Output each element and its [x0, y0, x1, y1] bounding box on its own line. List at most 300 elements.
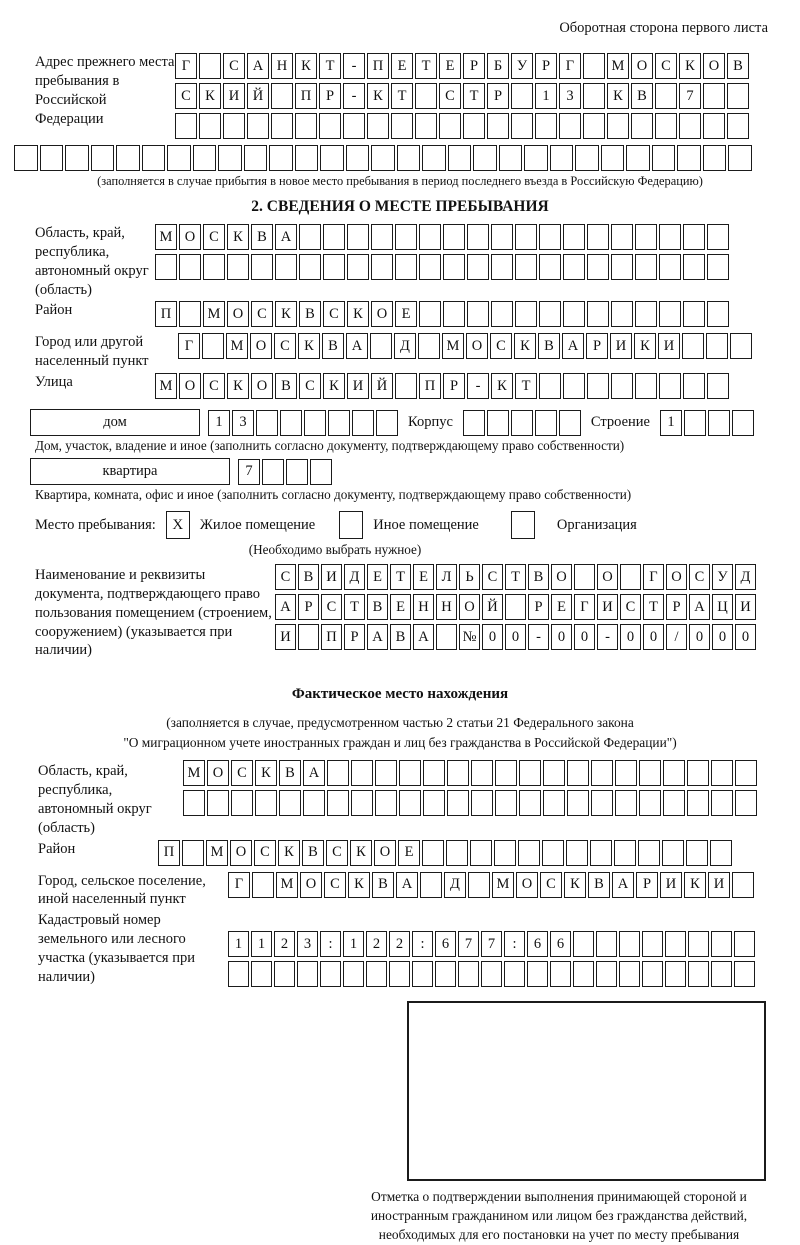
previous-address-block: [35, 53, 800, 143]
char-cell: И: [735, 594, 756, 620]
char-cell: [419, 254, 441, 280]
char-cell: [491, 301, 513, 327]
char-cell: [682, 333, 704, 359]
char-cell: [683, 254, 705, 280]
char-cell: [679, 113, 701, 139]
char-cell: [728, 145, 752, 171]
char-cell: Н: [271, 53, 293, 79]
char-cell: С: [326, 840, 348, 866]
char-cell: [203, 254, 225, 280]
stamp-caption: Отметка о подтверждении выполнения принимающей стороной и иностранным гражданином или лицом без гражданства действий, необходимых для его постановки на учет по месту пребывания: [370, 1189, 748, 1242]
char-cell: Р: [463, 53, 485, 79]
char-cell: [399, 790, 421, 816]
char-cell: [207, 790, 229, 816]
char-cell: П: [419, 373, 441, 399]
char-cell: [711, 790, 733, 816]
cadastral-rows: [228, 911, 755, 991]
char-cell: [734, 931, 755, 957]
char-cell: В: [251, 224, 273, 250]
char-cell: [539, 373, 561, 399]
char-cell: Е: [390, 594, 411, 620]
char-cell: [371, 224, 393, 250]
char-cell: [575, 145, 599, 171]
char-cell: [495, 790, 517, 816]
char-cell: [665, 931, 686, 957]
char-cell: [14, 145, 38, 171]
char-cell: В: [528, 564, 549, 590]
char-cell: К: [679, 53, 701, 79]
char-cell: И: [610, 333, 632, 359]
char-cell: [706, 333, 728, 359]
char-cell: /: [666, 624, 687, 650]
char-cell: К: [564, 872, 586, 898]
char-cell: П: [158, 840, 180, 866]
char-cell: -: [343, 53, 365, 79]
char-cell: [711, 961, 732, 987]
char-cell: С: [482, 564, 503, 590]
char-cell: В: [631, 83, 653, 109]
char-cell: [683, 301, 705, 327]
char-cell: 0: [712, 624, 733, 650]
char-cell: К: [275, 301, 297, 327]
char-cell: [91, 145, 115, 171]
char-cell: [255, 790, 277, 816]
char-cell: О: [516, 872, 538, 898]
char-cell: [183, 790, 205, 816]
char-cell: :: [320, 931, 341, 957]
char-cell: Й: [247, 83, 269, 109]
fact-district-field: [38, 840, 800, 870]
region-label: Область, край, республика, автономный округ (область): [35, 225, 149, 298]
char-cell: С: [689, 564, 710, 590]
char-cell: К: [323, 373, 345, 399]
char-cell: [635, 373, 657, 399]
cadastral-row-2: [228, 961, 755, 987]
char-cell: [635, 301, 657, 327]
char-cell: Р: [298, 594, 319, 620]
city-label: Город или другой населенный пункт: [35, 334, 149, 370]
char-cell: [320, 961, 341, 987]
actual-location-caption: [0, 713, 800, 752]
char-cell: Е: [391, 53, 413, 79]
region-row-2: [155, 254, 729, 280]
char-cell: [587, 373, 609, 399]
char-cell: [443, 254, 465, 280]
char-cell: [735, 760, 757, 786]
char-cell: Т: [463, 83, 485, 109]
char-cell: М: [203, 301, 225, 327]
char-cell: [563, 301, 585, 327]
char-cell: С: [175, 83, 197, 109]
stay-type-note: (Необходимо выбрать нужное): [248, 542, 422, 558]
char-cell: [491, 254, 513, 280]
char-cell: К: [350, 840, 372, 866]
char-cell: О: [179, 373, 201, 399]
char-cell: Е: [398, 840, 420, 866]
char-cell: [491, 224, 513, 250]
char-cell: [155, 254, 177, 280]
char-cell: К: [298, 333, 320, 359]
char-cell: [468, 872, 490, 898]
char-cell: [515, 301, 537, 327]
char-cell: О: [230, 840, 252, 866]
char-cell: П: [155, 301, 177, 327]
previous-address-row-4: [14, 145, 800, 171]
char-cell: [481, 961, 502, 987]
document-row-2: [275, 594, 756, 620]
char-cell: [412, 961, 433, 987]
char-cell: [727, 113, 749, 139]
char-cell: [275, 254, 297, 280]
char-cell: О: [371, 301, 393, 327]
actual-location-caption-line2: "О миграционном учете иностранных граждан и лиц без гражданства в Российской Федерации"): [123, 734, 677, 750]
char-cell: С: [620, 594, 641, 620]
char-cell: В: [298, 564, 319, 590]
char-cell: [573, 961, 594, 987]
char-cell: [665, 961, 686, 987]
char-cell: [663, 790, 685, 816]
char-cell: А: [367, 624, 388, 650]
char-cell: [567, 760, 589, 786]
house-number-row: [208, 410, 398, 436]
char-cell: А: [562, 333, 584, 359]
char-cell: И: [660, 872, 682, 898]
char-cell: [327, 760, 349, 786]
fact-region-rows: [183, 760, 757, 820]
stay-type-label: Место пребывания:: [35, 516, 156, 533]
char-cell: [463, 113, 485, 139]
char-cell: 7: [679, 83, 701, 109]
char-cell: [659, 224, 681, 250]
char-cell: [652, 145, 676, 171]
char-cell: [711, 760, 733, 786]
char-cell: [231, 790, 253, 816]
char-cell: [638, 840, 660, 866]
char-cell: [566, 840, 588, 866]
char-cell: С: [251, 301, 273, 327]
char-cell: М: [442, 333, 464, 359]
char-cell: [573, 931, 594, 957]
char-cell: [583, 83, 605, 109]
previous-address-rows: [175, 53, 749, 143]
char-cell: О: [631, 53, 653, 79]
char-cell: [244, 145, 268, 171]
char-cell: -: [528, 624, 549, 650]
char-cell: [463, 410, 485, 436]
char-cell: [615, 790, 637, 816]
char-cell: [611, 224, 633, 250]
char-cell: [256, 410, 278, 436]
char-cell: [567, 790, 589, 816]
char-cell: Р: [636, 872, 658, 898]
char-cell: [389, 961, 410, 987]
char-cell: Г: [175, 53, 197, 79]
char-cell: 0: [574, 624, 595, 650]
char-cell: [732, 410, 754, 436]
document-field: [35, 564, 800, 660]
char-cell: Е: [413, 564, 434, 590]
char-cell: [199, 53, 221, 79]
char-cell: [611, 373, 633, 399]
char-cell: [707, 254, 729, 280]
char-cell: [626, 145, 650, 171]
char-cell: [271, 83, 293, 109]
char-cell: О: [207, 760, 229, 786]
char-cell: [352, 410, 374, 436]
char-cell: К: [514, 333, 536, 359]
char-cell: [295, 113, 317, 139]
char-cell: Е: [551, 594, 572, 620]
char-cell: 0: [482, 624, 503, 650]
char-cell: [395, 224, 417, 250]
char-cell: 0: [735, 624, 756, 650]
char-cell: 1: [343, 931, 364, 957]
char-cell: [518, 840, 540, 866]
char-cell: Г: [643, 564, 664, 590]
char-cell: [515, 224, 537, 250]
char-cell: [707, 301, 729, 327]
region-rows: [155, 224, 729, 284]
char-cell: 0: [620, 624, 641, 650]
char-cell: И: [708, 872, 730, 898]
char-cell: [420, 872, 442, 898]
char-cell: [687, 760, 709, 786]
char-cell: [511, 113, 533, 139]
char-cell: 3: [297, 931, 318, 957]
char-cell: А: [612, 872, 634, 898]
char-cell: [504, 961, 525, 987]
char-cell: [550, 145, 574, 171]
char-cell: [495, 760, 517, 786]
document-label: Наименование и реквизиты документа, подтверждающего право пользования помещением (строением, сооружением) (указывается при наличии): [35, 567, 272, 659]
char-cell: [559, 410, 581, 436]
char-cell: [269, 145, 293, 171]
char-cell: Г: [574, 594, 595, 620]
char-cell: [415, 83, 437, 109]
char-cell: [323, 224, 345, 250]
char-cell: [415, 113, 437, 139]
char-cell: [376, 410, 398, 436]
char-cell: М: [183, 760, 205, 786]
char-cell: С: [223, 53, 245, 79]
stamp-box: [407, 1001, 766, 1181]
char-cell: [467, 301, 489, 327]
char-cell: [587, 224, 609, 250]
char-cell: [320, 145, 344, 171]
char-cell: [223, 113, 245, 139]
char-cell: К: [491, 373, 513, 399]
char-cell: [142, 145, 166, 171]
char-cell: [539, 224, 561, 250]
char-cell: [397, 145, 421, 171]
previous-address-row-2: [175, 83, 749, 109]
char-cell: [683, 373, 705, 399]
char-cell: [563, 373, 585, 399]
char-cell: [550, 961, 571, 987]
char-cell: [304, 410, 326, 436]
char-cell: [511, 410, 533, 436]
char-cell: [619, 931, 640, 957]
char-cell: [732, 872, 754, 898]
char-cell: [655, 83, 677, 109]
char-cell: [619, 961, 640, 987]
char-cell: [559, 113, 581, 139]
document-row-3: [275, 624, 756, 650]
char-cell: 2: [389, 931, 410, 957]
char-cell: [116, 145, 140, 171]
char-cell: Г: [178, 333, 200, 359]
char-cell: Н: [436, 594, 457, 620]
fact-region-row-1: [183, 760, 757, 786]
char-cell: [280, 410, 302, 436]
char-cell: [228, 961, 249, 987]
char-cell: Т: [643, 594, 664, 620]
char-cell: [351, 760, 373, 786]
char-cell: [467, 254, 489, 280]
char-cell: [662, 840, 684, 866]
char-cell: 1: [251, 931, 272, 957]
char-cell: Р: [344, 624, 365, 650]
char-cell: [587, 301, 609, 327]
char-cell: [688, 931, 709, 957]
char-cell: М: [206, 840, 228, 866]
char-cell: [182, 840, 204, 866]
char-cell: [439, 113, 461, 139]
apartment-caption: Квартира, комната, офис и иное (заполнить согласно документу, подтверждающему право собственности): [35, 487, 632, 503]
char-cell: [423, 790, 445, 816]
char-cell: [611, 301, 633, 327]
char-cell: [686, 840, 708, 866]
previous-address-caption: (заполняется в случае прибытия в новое место пребывания в период последнего въезда в Российскую Федерацию): [97, 174, 703, 188]
char-cell: [227, 254, 249, 280]
char-cell: Й: [482, 594, 503, 620]
char-cell: 6: [435, 931, 456, 957]
char-cell: [199, 113, 221, 139]
checkbox-other-premises: [339, 511, 363, 539]
char-cell: Т: [391, 83, 413, 109]
char-cell: [371, 254, 393, 280]
cadastral-field: [38, 911, 800, 991]
char-cell: Р: [528, 594, 549, 620]
char-cell: [375, 790, 397, 816]
char-cell: А: [346, 333, 368, 359]
char-cell: С: [540, 872, 562, 898]
char-cell: -: [467, 373, 489, 399]
page-side-note: Оборотная сторона первого листа: [559, 20, 768, 36]
char-cell: [683, 224, 705, 250]
char-cell: О: [250, 333, 272, 359]
previous-address-label: Адрес прежнего места пребывания в Российской Федерации: [35, 54, 175, 127]
char-cell: [467, 224, 489, 250]
char-cell: [179, 301, 201, 327]
char-cell: С: [324, 872, 346, 898]
char-cell: [494, 840, 516, 866]
char-cell: [375, 760, 397, 786]
char-cell: 1: [535, 83, 557, 109]
char-cell: [659, 373, 681, 399]
char-cell: [328, 410, 350, 436]
char-cell: М: [155, 373, 177, 399]
char-cell: Р: [586, 333, 608, 359]
char-cell: [707, 373, 729, 399]
char-cell: [688, 961, 709, 987]
korpus-row: [463, 410, 581, 436]
char-cell: [607, 113, 629, 139]
char-cell: [470, 840, 492, 866]
char-cell: 7: [481, 931, 502, 957]
char-cell: [655, 113, 677, 139]
char-cell: [367, 113, 389, 139]
char-cell: Г: [559, 53, 581, 79]
char-cell: С: [275, 564, 296, 590]
char-cell: [527, 961, 548, 987]
form-back-page: [0, 20, 800, 1242]
char-cell: И: [347, 373, 369, 399]
street-row: [155, 373, 729, 399]
char-cell: [310, 459, 332, 485]
char-cell: Т: [505, 564, 526, 590]
char-cell: О: [179, 224, 201, 250]
char-cell: Д: [444, 872, 466, 898]
char-cell: [399, 760, 421, 786]
char-cell: В: [322, 333, 344, 359]
char-cell: К: [295, 53, 317, 79]
char-cell: [279, 790, 301, 816]
char-cell: Р: [443, 373, 465, 399]
char-cell: [543, 790, 565, 816]
char-cell: :: [412, 931, 433, 957]
char-cell: [193, 145, 217, 171]
char-cell: С: [321, 594, 342, 620]
char-cell: [543, 760, 565, 786]
char-cell: И: [321, 564, 342, 590]
char-cell: [252, 872, 274, 898]
char-cell: Р: [487, 83, 509, 109]
char-cell: [347, 254, 369, 280]
char-cell: [175, 113, 197, 139]
char-cell: [319, 113, 341, 139]
char-cell: О: [597, 564, 618, 590]
char-cell: К: [607, 83, 629, 109]
char-cell: К: [278, 840, 300, 866]
char-cell: [574, 564, 595, 590]
char-cell: Е: [367, 564, 388, 590]
char-cell: [542, 840, 564, 866]
fact-city-field: [38, 872, 800, 910]
char-cell: О: [551, 564, 572, 590]
fact-city-label: Город, сельское поселение, иной населенный пункт: [38, 872, 206, 908]
char-cell: [730, 333, 752, 359]
apartment-field: [30, 458, 800, 485]
char-cell: [443, 301, 465, 327]
char-cell: [446, 840, 468, 866]
char-cell: С: [439, 83, 461, 109]
char-cell: К: [227, 224, 249, 250]
char-cell: Т: [515, 373, 537, 399]
char-cell: С: [254, 840, 276, 866]
char-cell: Д: [735, 564, 756, 590]
char-cell: П: [321, 624, 342, 650]
char-cell: П: [295, 83, 317, 109]
char-cell: В: [588, 872, 610, 898]
house-field: [30, 409, 800, 436]
char-cell: В: [372, 872, 394, 898]
char-cell: [298, 624, 319, 650]
char-cell: 2: [274, 931, 295, 957]
char-cell: [703, 83, 725, 109]
char-cell: [505, 594, 526, 620]
char-cell: О: [251, 373, 273, 399]
